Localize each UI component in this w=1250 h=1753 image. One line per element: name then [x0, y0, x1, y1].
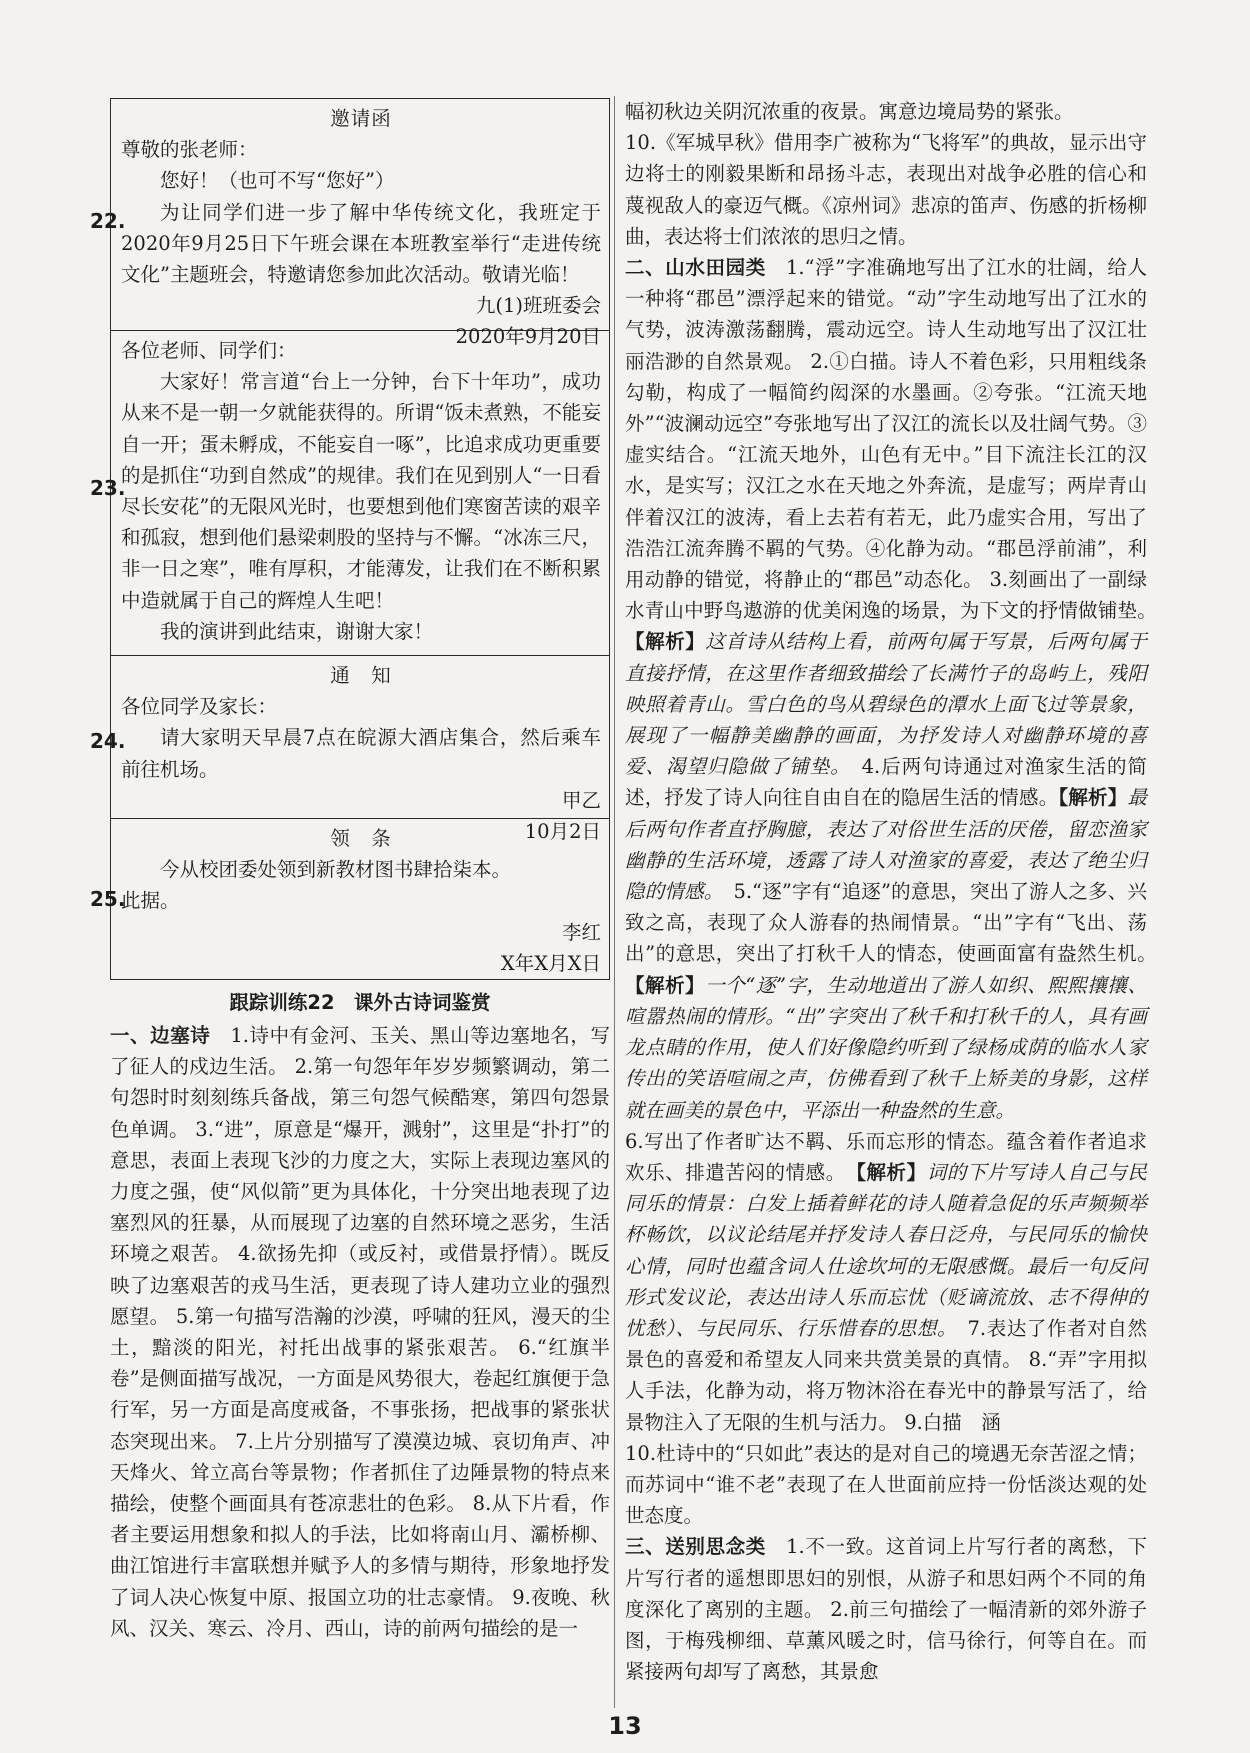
- analysis-3: 这首诗从结构上看，前两句属于写景，后两句属于直接抒情，在这里作者细致描绘了长满竹子的岛屿上，残阳映照着青山。雪白色的鸟从碧绿色的潭水上面飞过等景象，展现了一幅静美幽静的画面，为抒发诗人对幽静环境的喜爱、渴望归隐做了铺垫。: [625, 630, 1147, 779]
- q22-date: 2020年9月20日: [455, 325, 601, 349]
- analysis-label-4: 【解析】: [1058, 786, 1128, 810]
- q24-title: 通 知: [330, 664, 392, 687]
- q25-number: 25.: [90, 887, 126, 911]
- frontier-poems-answers: [110, 1020, 610, 1644]
- q25-date: X年X月X日: [500, 951, 601, 975]
- page-number: 13: [608, 1712, 642, 1740]
- analysis-4: 最后两句作者直抒胸臆，表达了对俗世生活的厌倦，留恋渔家幽静的生活环境，透露了诗人对渔家的喜爱，表达了绝尘归隐的情感。: [625, 786, 1147, 904]
- q23-salutation: 各位老师、同学们：: [121, 339, 297, 362]
- right-p1: 幅初秋边关阴沉浓重的夜景。寓意边境局势的紧张。: [625, 100, 1074, 123]
- farewell-text: 1.不一致。这首词上片写行者的离愁，下片写行者的遥想即思妇的别恨，从游子和思妇两个不同的角度深化了离别的主题。 2.前三句描绘了一幅清新的郊外游子图，于梅残柳细、草薰风暖之时，信马徐行，何等自在。而紧接两句却写了离愁，其景愈: [625, 1535, 1147, 1684]
- q23-number: 23.: [90, 476, 126, 500]
- right-p10: 10.杜诗中的“只如此”表达的是对自己的境遇无奈苦涩之情；而苏词中“谁不老”表现了在人世面前应持一份恬淡达观的处世态度。: [625, 1441, 1147, 1528]
- q23-box: [90, 331, 610, 656]
- q25-title: 领 条: [330, 827, 392, 850]
- left-column: [90, 98, 610, 1644]
- analysis-label-5: 【解析】: [625, 973, 706, 997]
- farewell-answers: [625, 1531, 1147, 1687]
- q25-body: 今从校团委处领到新教材图书肆拾柒本。: [160, 858, 512, 882]
- section-title: 跟踪训练22 课外古诗词鉴赏: [229, 991, 491, 1014]
- analysis-label-6: 【解析】: [856, 1160, 927, 1184]
- landscape-heading: 二、山水田园类: [625, 256, 766, 280]
- right-p6-block: [625, 1126, 1147, 1438]
- frontier-heading: 一、边塞诗: [110, 1024, 211, 1047]
- q22-greeting: 您好！（也可不写“您好”）: [160, 169, 395, 193]
- right-p6: 6.写出了作者旷达不羁、乐而忘形的情态。蕴含着作者追求欢乐、排遣苦闷的情感。: [625, 1129, 1147, 1184]
- frontier-text: 1.诗中有金河、玉关、黑山等边塞地名，写了征人的戍边生活。 2.第一句怨年年岁岁频繁调动，第二句怨时时刻刻练兵备战，第三句怨气候酷寒，第四句怨景色单调。 3.“进”，原意是“爆开，溅射”，这里是“扑打”的意思，表面上表现飞沙的力度之大，实际上表现边塞风的力度之强，使“风似箭”更为具体化，十分突出地表现了边塞烈风的狂暴，从而展现了边塞的自然环境之恶劣，生活环境之艰苦。 4.欲扬先抑（或反衬，或借景抒情）。既反映了边塞艰苦的戎马生活，更表现了诗人建功立业的强烈愿望。 5.第一句描写浩瀚的沙漠，呼啸的狂风，漫天的尘土，黯淡的阳光，衬托出战事的紧张艰苦。 6.“红旗半卷”是侧面描写战况，一方面是风势很大，卷起红旗便于急行军，另一方面是高度戒备，不事张扬，把战事的紧张状态突现出来。 7.上片分别描写了漠漠边城、哀切角声、冲天烽火、耸立高台等景物；作者抓住了边陲景物的特点来描绘，使整个画面具有苍凉悲壮的色彩。 8.从下片看，作者主要运用想象和拟人的手法，比如将南山月、灞桥柳、曲江馆进行丰富联想并赋予人的多情与期待，形象地抒发了词人决心恢复中原、报国立功的壮志豪情。 9.夜晚、秋风、汉关、寒云、冷月、西山，诗的前两句描绘的是一: [110, 1024, 610, 1640]
- q22-salutation: 尊敬的张老师：: [121, 138, 258, 162]
- right-p7: 7.表达了作者对自然景色的喜爱和希望友人同来共赏美景的真情。 8.“弄”字用拟人手法，化静为动，将万物沐浴在春光中的静景写活了，给景物注入了无限的生机与活力。 9.白描 涵: [625, 1316, 1147, 1434]
- q22-box: [90, 98, 610, 349]
- right-p5: 5.“逐”字有“追逐”的意思，突出了游人之多、兴致之高，表现了众人游春的热闹情景。“出”字有“飞出、荡出”的意思，突出了打秋千人的情态，使画面富有盎然生机。: [625, 880, 1147, 966]
- column-divider: [614, 96, 615, 1708]
- q24-salutation: 各位同学及家长：: [121, 695, 278, 719]
- q22-title: 邀请函: [330, 107, 392, 130]
- q23-body: 大家好！常言道“台上一分钟，台下十年功”，成功从来不是一朝一夕就能获得的。所谓“饭未煮熟，不能妄自一开；蛋未孵成，不能妄自一啄”，比追求成功更重要的是抓住“功到自然成”的规律。我们在见到别人“一日看尽长安花”的无限风光时，也要想到他们寒窗苦读的艰辛和孤寂，想到他们悬梁刺股的坚持与不懈。“冰冻三尺，非一日之寒”，唯有厚积，才能薄发，让我们在不断积累中造就属于自己的辉煌人生吧！: [121, 370, 601, 612]
- landscape-answers: [625, 252, 1147, 1126]
- landscape-text: 1.“浮”字准确地写出了江水的壮阔，给人一种将“郡邑”漂浮起来的错觉。“动”字生动地写出了江水的气势，波涛激荡翻腾，震动远空。诗人生动地写出了汉江壮丽浩渺的自然景观。 2.①白描。诗人不着色彩，只用粗线条勾勒，构成了一幅简约闳深的水墨画。②夸张。“江流天地外”“波澜动远空”夸张地写出了汉江的流长以及壮阔气势。③虚实结合。“江流天地外，山色有无中。”目下流注长江的汉水，是实写；汉江之水在天地之外奔流，是虚写；两岸青山伴着汉江的波涛，看上去若有若无，此乃虚实合用，写出了浩浩江流奔腾不羁的气势。④化静为动。“郡邑浮前浦”，利用动静的错觉，将静止的“郡邑”动态化。 3.刻画出了一副绿水青山中野鸟遨游的优美闲逸的场景，为下文的抒情做铺垫。: [625, 256, 1147, 623]
- farewell-heading: 三、送别思念类: [625, 1535, 766, 1559]
- right-p4: 4.后两句诗通过对渔家生活的简述，抒发了诗人向往自由自在的隐居生活的情感。: [625, 755, 1147, 810]
- analysis-label-3: 【解析】: [625, 630, 706, 654]
- q24-body: 请大家明天早晨7点在皖源大酒店集合，然后乘车前往机场。: [121, 726, 601, 781]
- q24-signer: 甲乙: [561, 788, 601, 812]
- q24-date: 10月2日: [524, 820, 601, 844]
- q22-signer: 九(1)班班委会: [475, 294, 601, 318]
- q23-closing: 我的演讲到此结束，谢谢大家！: [160, 619, 434, 643]
- q25-tail: 此据。: [121, 889, 180, 913]
- analysis-6: 词的下片写诗人自己与民同乐的情景：白发上插着鲜花的诗人随着急促的乐声频频举杯畅饮，以议论结尾并抒发诗人春日泛舟，与民同乐的愉快心情，同时也蕴含词人仕途坎坷的无限感慨。最后一句反问形式发议论，表达出诗人乐而忘忧（贬谪流放、志不得伸的忧愁）、与民同乐、行乐惜春的思想。: [625, 1160, 1147, 1340]
- q22-number: 22.: [90, 209, 126, 233]
- right-p2: 10.《军城早秋》借用李广被称为“飞将军”的典故，显示出守边将士的刚毅果断和昂扬斗志，表现出对战争必胜的信心和蔑视敌人的豪迈气概。《凉州词》悲凉的笛声、伤感的折杨柳曲，表达将士们浓浓的思归之情。: [625, 131, 1147, 248]
- q22-body: 为让同学们进一步了解中华传统文化，我班定于2020年9月25日下午班会课在本班教室举行“走进传统文化”主题班会，特邀请您参加此次活动。敬请光临！: [121, 200, 601, 287]
- q25-box: [90, 819, 610, 980]
- analysis-5: 一个“逐”字，生动地道出了游人如织、熙熙攘攘、喧嚣热闹的情形。“出”字突出了秋千和打秋千的人，具有画龙点睛的作用，使人们好像隐约听到了绿杨成荫的临水人家传出的笑语喧闹之声，仿佛看到了秋千上矫美的身影，这样就在画美的景色中，平添出一种盎然的生意。: [625, 973, 1147, 1122]
- right-column: [625, 96, 1147, 1687]
- q25-signer: 李红: [561, 920, 601, 944]
- q24-number: 24.: [90, 729, 126, 753]
